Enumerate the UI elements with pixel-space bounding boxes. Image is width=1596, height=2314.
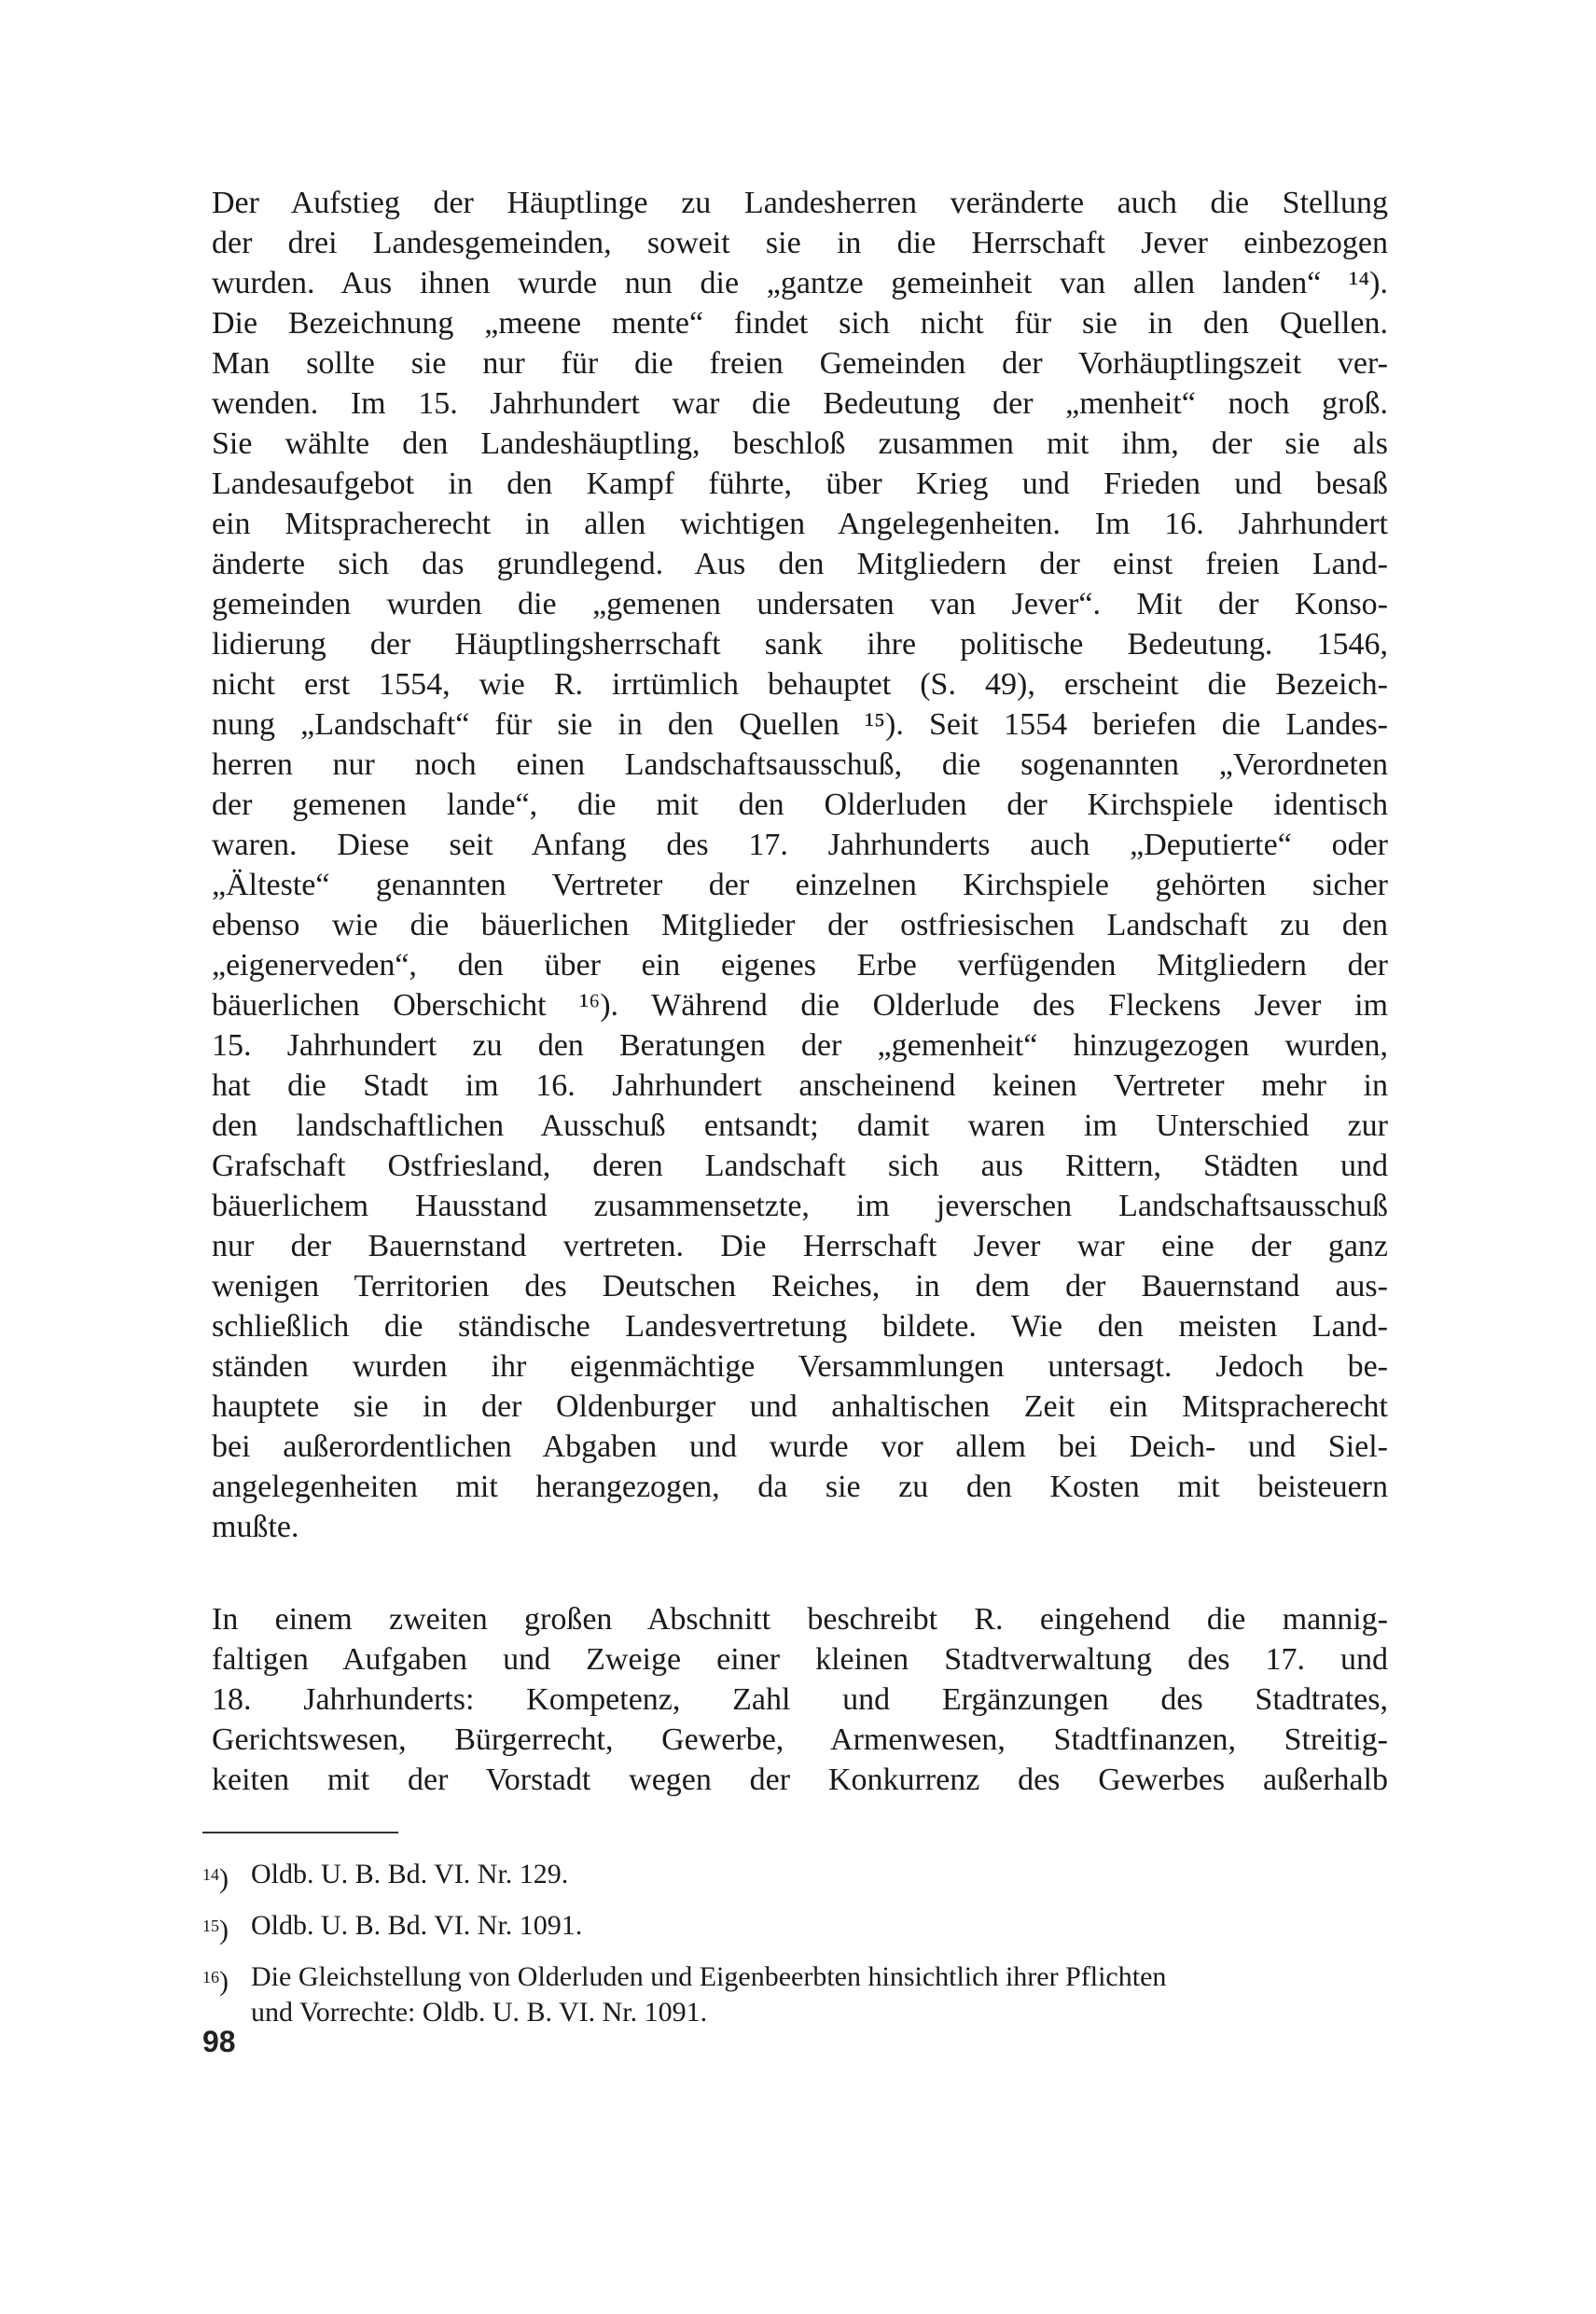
text-line: ständen wurden ihr eigenmächtige Versammlungen untersagt. Jedoch be- [212,1349,1388,1384]
text-line: hauptete sie in der Oldenburger und anhaltischen Zeit ein Mitspracherecht [212,1389,1388,1424]
text-line: „Älteste“ genannten Vertreter der einzelnen Kirchspiele gehörten sicher [212,868,1388,902]
text-line: bäuerlichem Hausstand zusammensetzte, im jeverschen Landschaftsausschuß [212,1189,1388,1223]
text-line: bäuerlichen Oberschicht ¹⁶). Während die Olderlude des Fleckens Jever im [212,988,1388,1023]
text-line: Man sollte sie nur für die freien Gemeinden der Vorhäuptlingszeit ver- [212,346,1388,381]
footnote-marker: $^{16}$) [202,1966,229,1997]
text-line: 15. Jahrhundert zu den Beratungen der „gemenheit“ hinzugezogen wurden, [212,1028,1388,1063]
text-line: Sie wählte den Landeshäuptling, beschloß zusammen mit ihm, der sie als [212,426,1388,461]
footnote-text: Oldb. U. B. Bd. VI. Nr. 1091. [251,1910,583,1941]
footnote-16 [202,1959,1396,2030]
text-line: herren nur noch einen Landschaftsausschuß, die sogenannten „Verordneten [212,747,1388,782]
text-line: „eigenerveden“, den über ein eigenes Erbe verfügenden Mitgliedern der [212,948,1388,983]
text-line: In einem zweiten großen Abschnitt beschreibt R. eingehend die mannig- [212,1602,1388,1637]
text-line: den landschaftlichen Ausschuß entsandt; damit waren im Unterschied zur [212,1108,1388,1143]
footnote-text: Oldb. U. B. Bd. VI. Nr. 129. [251,1859,569,1889]
body-paragraph-1 [212,183,1388,1547]
footnote-marker: $^{14}$) [202,1863,229,1894]
text-line: Der Aufstieg der Häuptlinge zu Landesherren veränderte auch die Stellung [212,186,1388,220]
text-line: wurden. Aus ihnen wurde nun die „gantze gemeinheit van allen landen“ ¹⁴). [212,266,1388,300]
text-line: schließlich die ständische Landesvertretung bildete. Wie den meisten Land- [212,1309,1388,1344]
text-line: nung „Landschaft“ für sie in den Quellen ¹⁵). Seit 1554 beriefen die Landes- [212,707,1388,742]
text-line: faltigen Aufgaben und Zweige einer kleinen Stadtverwaltung des 17. und [212,1642,1388,1677]
text-line: angelegenheiten mit herangezogen, da sie zu den Kosten mit beisteuern [212,1470,1388,1504]
text-line: wenden. Im 15. Jahrhundert war die Bedeutung der „menheit“ noch groß. [212,386,1388,421]
text-line: lidierung der Häuptlingsherrschaft sank ihre politische Bedeutung. 1546, [212,627,1388,662]
text-line: bei außerordentlichen Abgaben und wurde vor allem bei Deich- und Siel- [212,1429,1388,1464]
page-number: 98 [202,2025,236,2058]
text-line: nur der Bauernstand vertreten. Die Herrschaft Jever war eine der ganz [212,1229,1388,1263]
text-line: Landesaufgebot in den Kampf führte, über Krieg und Frieden und besaß [212,467,1388,501]
text-line: änderte sich das grundlegend. Aus den Mitgliedern der einst freien Land- [212,547,1388,581]
text-line: waren. Diese seit Anfang des 17. Jahrhunderts auch „Deputierte“ oder [212,828,1388,862]
text-line: 18. Jahrhunderts: Kompetenz, Zahl und Ergänzungen des Stadtrates, [212,1682,1388,1717]
footnote-text: Die Gleichstellung von Olderluden und Eigenbeerbten hinsichtlich ihrer Pflichten und Vorrechte: Oldb. U. B. VI. Nr. 1091. [251,1961,1167,2028]
footnote-14 [202,1857,1396,1897]
text-line: ein Mitspracherecht in allen wichtigen Angelegenheiten. Im 16. Jahrhundert [212,507,1388,541]
footnotes [202,1857,1396,2042]
text-line: gemeinden wurden die „gemenen undersaten van Jever“. Mit der Konso- [212,587,1388,621]
text-line: ebenso wie die bäuerlichen Mitglieder der ostfriesischen Landschaft zu den [212,908,1388,942]
footnote-divider [202,1832,398,1833]
text-line: der drei Landesgemeinden, soweit sie in die Herrschaft Jever einbezogen [212,226,1388,260]
text-line: Grafschaft Ostfriesland, deren Landschaft sich aus Rittern, Städten und [212,1149,1388,1183]
footnote-15 [202,1908,1396,1948]
text-line: der gemenen lande“, die mit den Olderluden der Kirchspiele identisch [212,788,1388,822]
text-line: mußte. [212,1510,299,1544]
text-line: Gerichtswesen, Bürgerrecht, Gewerbe, Armenwesen, Stadtfinanzen, Streitig- [212,1722,1388,1757]
text-line: wenigen Territorien des Deutschen Reiches, in dem der Bauernstand aus- [212,1269,1388,1303]
text-line: hat die Stadt im 16. Jahrhundert anscheinend keinen Vertreter mehr in [212,1068,1388,1103]
footnote-marker: $^{15}$) [202,1915,229,1945]
text-line: keiten mit der Vorstadt wegen der Konkurrenz des Gewerbes außerhalb [212,1763,1388,1797]
text-line: nicht erst 1554, wie R. irrtümlich behauptet (S. 49), erscheint die Bezeich- [212,667,1388,702]
text-line: Die Bezeichnung „meene mente“ findet sich nicht für sie in den Quellen. [212,306,1388,341]
body-paragraph-2 [212,1599,1388,1800]
